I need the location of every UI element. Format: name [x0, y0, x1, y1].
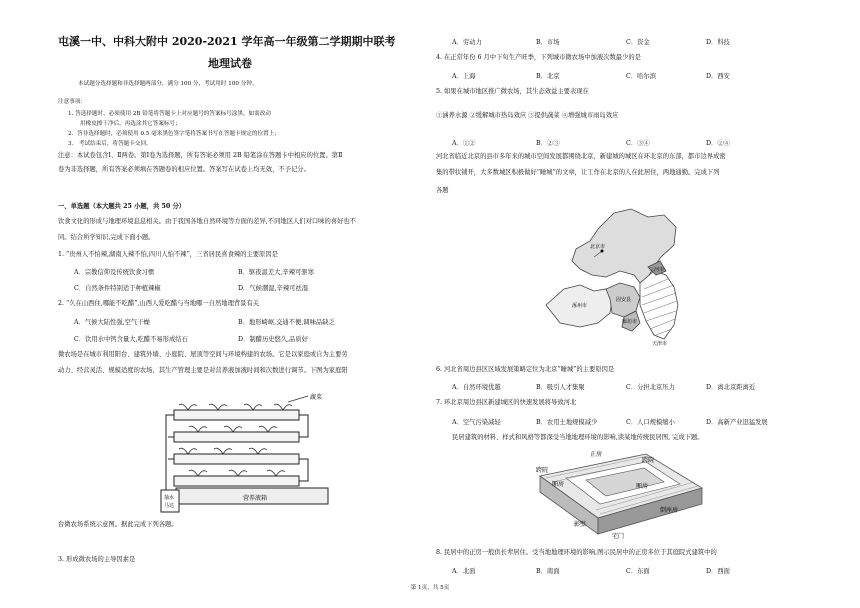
q1-option-d: D．气候潮湿,辛辣可祛湿: [238, 285, 309, 292]
house-label-daozuofang: 倒座房: [660, 507, 679, 514]
q7-option-d: D．高新产业迅猛发展: [706, 419, 768, 426]
q5-option-d: D．②④: [706, 140, 730, 147]
q2-option-d: D．制醋历史悠久,品质好: [238, 336, 309, 343]
microfarm-diagram: [158, 392, 353, 514]
q3-stem: 3. 形成微农场的主导因素是: [58, 556, 136, 563]
exam-note-1: 注意：本试卷包含Ⅰ、Ⅱ两卷。第Ⅰ卷为选择题，所有答案必须用 2B 铅笔涂在答题卡中相应的位置。第Ⅱ: [58, 152, 343, 159]
house-label-zhaimen: 宅门: [612, 533, 625, 540]
page-footer: 第 1页，共 5页: [410, 585, 450, 591]
q2-option-a: A．气候大陆性强,空气干燥: [74, 319, 150, 326]
q3-option-a: A．劳动力: [452, 39, 482, 46]
q7-option-b: B．农用土地规模减少: [536, 419, 598, 426]
q8-option-a: A．北面: [452, 568, 476, 575]
q6-stem: 6. 河北省周边县区区域发展策略定位为北京“睡城”的主要原因是: [436, 366, 615, 373]
house-label-zhengfang: 正房: [590, 451, 603, 458]
q7-option-c: C．人口规模缩小: [626, 419, 675, 426]
q8-option-b: B．南面: [536, 568, 560, 575]
q1-stem: 1. “贵州人不怕辣,湖南人辣不怕,四川人怕不辣”，三省居民喜食辣的主要原因是: [58, 251, 278, 258]
exam-subtitle: 地理试卷: [208, 57, 252, 70]
q1-option-b: B．驱夜温差大,辛辣可驱寒: [238, 269, 314, 276]
notice-2: 2．答非选择题时，必须使用 0.5 毫米黑色签字笔将答案书写在答题卡规定的位置上；: [68, 131, 280, 137]
exam-note-2: 卷为非选择题，所有答案必须填在答题卷的相应位置。答案写在试卷上均无效，不予记分。: [58, 166, 310, 173]
fig-label-pump1: 抽水: [164, 495, 175, 501]
map-label-zhuozhou: 涿州市: [572, 303, 588, 309]
q7-stem: 7. 环北京周边县区新建城区的快速发展将导致河北: [436, 399, 577, 406]
house-label-xiangfang-1: 厢房: [552, 481, 565, 488]
q4-option-b: B．北京: [536, 73, 560, 80]
map-label-langfang: 廊坊市: [622, 319, 638, 325]
region-lead-3: 各题: [436, 187, 449, 194]
q8-option-d: D．西面: [706, 568, 730, 575]
map-label-beijing: 北京市: [590, 244, 606, 250]
section-lead-1: 饮食文化的形成与地理环境息息相关。由于我国各地自然环境等方面的差异,不同地区人们对口味的喜好也不: [58, 218, 356, 225]
notice-1: 1. 答选择题时，必须使用 2B 铅笔将答题卡上对应题号的答案标号涂黑，如需改动: [68, 111, 271, 117]
q4-option-c: C．哈尔滨: [626, 73, 657, 80]
map-label-tianjin: 天津市: [652, 341, 668, 347]
q4-stem: 4. 在正常年份 6 月中下旬生产旺季，下列城市微农场中加液次数最少的是: [436, 54, 641, 61]
fig-label-vegetable: 蔬菜: [310, 394, 323, 401]
region-lead-1: 河北省临近北京的县市多年来的城市空间发展都围绕北京，新建城的城区在环北京的东部，都市边界成密: [436, 153, 726, 160]
map-label-gu-an: 固安县: [616, 297, 632, 303]
q5-option-c: C．③④: [626, 140, 650, 147]
exam-title: 屯溪一中、中科大附中 2020-2021 学年高一年级第二学期期中联考: [58, 35, 396, 48]
q2-option-c: C．饮用水中钙含量大,吃醋不易形成结石: [74, 336, 188, 343]
q8-stem: 8. 民居中的正房一般供长辈居住。受当地地理环境的影响,图示民居中的正房多位于其庭院式建筑中的: [436, 549, 717, 556]
beijing-region-map: [536, 205, 701, 355]
q6-option-a: A．自然环境优越: [452, 384, 501, 391]
courtyard-house-diagram: [526, 448, 711, 540]
q5-items: ①涵养水源 ②缓解城市热岛效应 ③提供蔬菜 ④增强城市雨岛效应: [436, 112, 619, 119]
q1-option-c: C．自然条件特别适于种植辣椒: [74, 285, 161, 292]
q4-option-a: A．上海: [452, 73, 476, 80]
fig-label-pump2: 马达: [164, 503, 175, 509]
map-label-sanhe: 三河市: [649, 267, 665, 273]
q8-option-c: C．东面: [626, 568, 650, 575]
q6-option-d: D．离北京距离近: [706, 384, 756, 391]
farm-lead-2: 动力、经营灵活、规模适度的农场，其生产管理主要是对营养液加液时间和次数进行调节。下图为家庭阳: [58, 367, 348, 374]
farm-caption: 台微农场系统示意图。据此完成下列各题。: [58, 521, 178, 528]
house-label-yingbi: 影壁: [574, 521, 587, 528]
region-lead-2: 集的带状铺开，大多数城区积极做好“睡城”的文章，让工作在北京的人在此居住，两地通勤。完成下列: [436, 169, 720, 176]
house-label-kuayuan2: 跨院: [536, 467, 549, 474]
q3-option-b: B．市场: [536, 39, 560, 46]
house-lead: 民居建筑的材料、样式和风格等都深受当地地理环境的影响,读某地传统民居图, 完成下题。: [452, 434, 704, 441]
q6-option-b: B．吸引人才集聚: [536, 384, 585, 391]
exam-summary: 本试题分选择题和非选择题两部分，满分 100 分，考试用时 100 分钟。: [78, 81, 258, 87]
q1-option-a: A．宗教信仰及传统饮食习惯: [74, 269, 155, 276]
house-label-kuayuan: 跨院: [642, 457, 655, 464]
q4-option-d: D．西安: [706, 73, 730, 80]
q5-option-b: B．②③: [536, 140, 560, 147]
fig-label-nutrient: 营养液箱: [243, 495, 268, 502]
notice-title: 注意事项：: [58, 99, 86, 105]
farm-lead-1: 微农场是在城市利用阳台、建筑外墙、小庭院、屋顶等空间与环境构建的农场。它是以家庭或自为主要劳: [58, 351, 348, 358]
section-lead-2: 同。结合所学知识,完成下面小题。: [58, 234, 155, 241]
q2-stem: 2. “久在山西住,哪能不吃醋”,山西人爱吃醋与当地哪一自然地理背景有关: [58, 300, 260, 307]
q3-option-d: D．科技: [706, 39, 730, 46]
q6-option-c: C．分担北京压力: [626, 384, 675, 391]
q2-option-b: B．地形崎岖,交通不便,调味品缺乏: [238, 319, 335, 326]
q3-option-c: C．资金: [626, 39, 650, 46]
house-label-xiangfang-2: 厢房: [636, 483, 649, 490]
q7-option-a: A．空气污染减轻: [452, 419, 501, 426]
q5-stem: 5. 如果在城市地区推广微农场，其生态效益主要表现在: [436, 88, 589, 95]
q5-option-a: A．①②: [452, 140, 476, 147]
section-heading: 一、单选题（本大题共 25 小题，共 50 分）: [58, 203, 186, 210]
notice-1b: 用橡皮擦干净后，再选涂其它答案标号；: [80, 121, 181, 127]
notice-3: 3． 考试结束后，将答题卡交回。: [68, 141, 152, 147]
